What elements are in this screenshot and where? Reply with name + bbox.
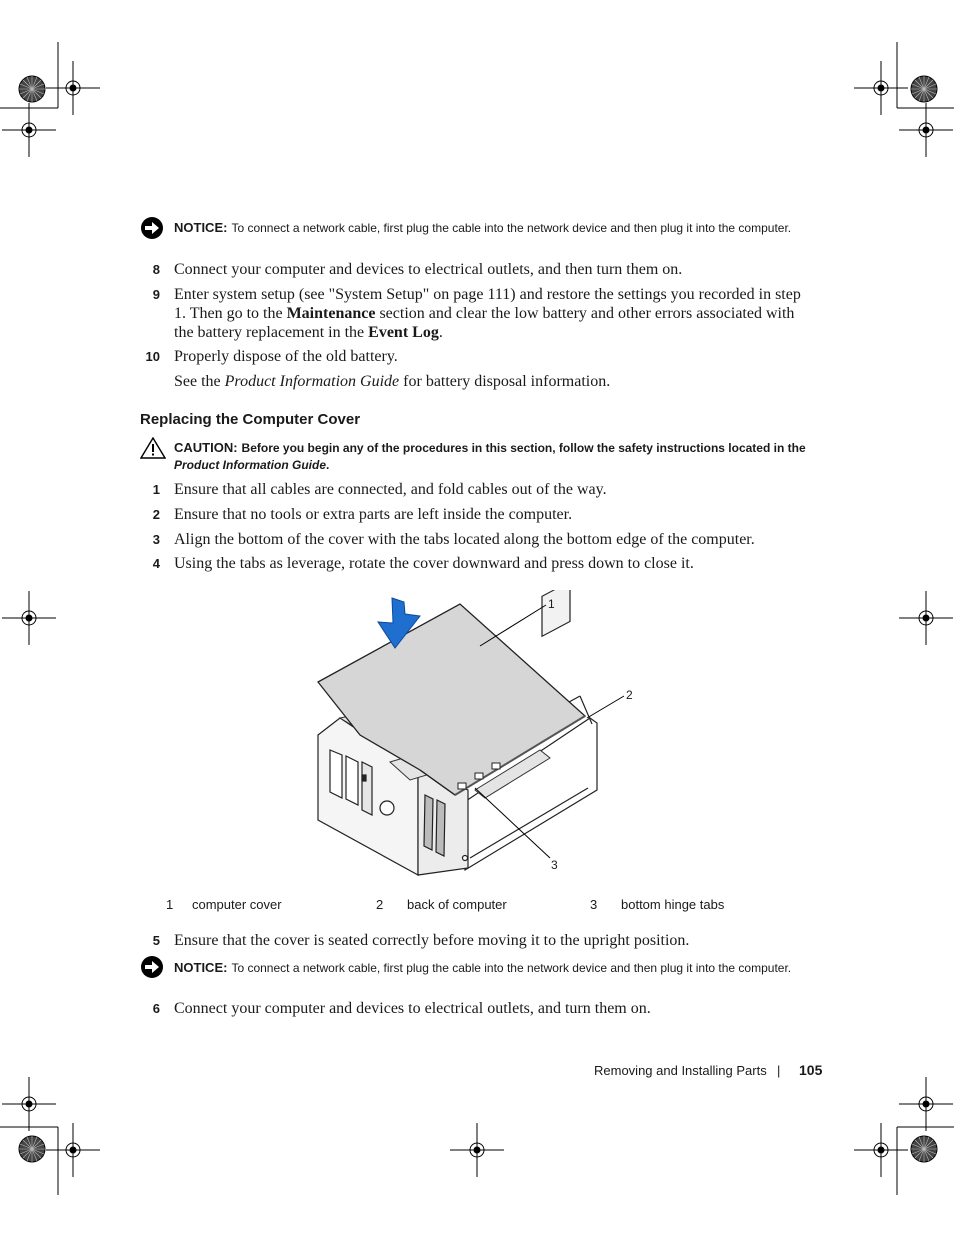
footer-section-title: Removing and Installing Parts: [594, 1063, 767, 1078]
step-4-number: 4: [152, 556, 160, 571]
callout-line-2: [587, 696, 624, 718]
event-log-term: Event Log: [368, 324, 439, 341]
step-1-number: 1: [152, 482, 160, 497]
step-10-text: Properly dispose of the old battery.: [174, 348, 398, 365]
notice-arrow-icon: [140, 216, 164, 240]
step-5-text: Ensure that the cover is seated correctly before moving it to the upright position.: [174, 932, 690, 949]
product-guide-reference: Product Information Guide: [224, 373, 400, 390]
step-2-number: 2: [152, 507, 160, 522]
step-6-text: Connect your computer and devices to electrical outlets, and turn them on.: [174, 1000, 651, 1017]
notice-2-text: To connect a network cable, first plug the cable into the network device and then plug it into the computer.: [231, 961, 792, 975]
legend-1-number: 1: [166, 897, 174, 912]
caution-end: .: [326, 458, 330, 472]
notice-arrow-icon: [140, 955, 164, 979]
legend-3-label: bottom hinge tabs: [621, 897, 725, 912]
step-9-text-part: .: [438, 324, 443, 341]
step-3-text: Align the bottom of the cover with the tabs located along the bottom edge of the computer.: [174, 531, 755, 548]
step-10-number: 10: [145, 349, 160, 364]
caution-label: CAUTION:: [174, 440, 238, 455]
disposal-note-part: for battery disposal information.: [399, 373, 611, 390]
callout-line-1: [480, 605, 546, 646]
disposal-note: [174, 372, 814, 391]
step-9-text: [174, 285, 814, 342]
step-8-number: 8: [152, 262, 160, 277]
notice-2: [174, 959, 794, 977]
step-9-number: 9: [152, 287, 160, 302]
step-4-text: Using the tabs as leverage, rotate the cover downward and press down to close it.: [174, 555, 694, 572]
page-number: 105: [799, 1062, 823, 1078]
disposal-note-part: See the: [174, 373, 225, 390]
step-5-number: 5: [152, 933, 160, 948]
maintenance-term: Maintenance: [286, 305, 376, 322]
notice-2-label: NOTICE:: [174, 960, 228, 975]
caution-product-guide: Product Information Guide: [174, 458, 326, 472]
step-8-text: Connect your computer and devices to electrical outlets, and then turn them on.: [174, 261, 683, 278]
notice-1-label: NOTICE:: [174, 220, 228, 235]
legend-3-number: 3: [590, 897, 598, 912]
footer-separator: |: [777, 1063, 781, 1078]
step-1-text: Ensure that all cables are connected, and fold cables out of the way.: [174, 481, 607, 498]
step-9-text-part: section and clear the low battery and other errors associated with the battery replacement in the: [174, 305, 795, 341]
step-9-text-part: Enter system setup (see "System Setup" on page 111) and restore the settings you recorded in step 1. Then go to the: [174, 286, 801, 322]
computer-cover-illustration: [300, 590, 640, 880]
caution-text: Before you begin any of the procedures in this section, follow the safety instructions located in the: [241, 441, 806, 455]
notice-1-text: To connect a network cable, first plug the cable into the network device and then plug it into the computer.: [231, 221, 792, 235]
legend-2-number: 2: [376, 897, 384, 912]
step-2-text: Ensure that no tools or extra parts are left inside the computer.: [174, 506, 573, 523]
notice-1: [174, 219, 794, 237]
callout-1: 1: [548, 597, 555, 611]
caution-triangle-icon: [140, 437, 166, 459]
callout-3: 3: [551, 858, 558, 872]
step-3-number: 3: [152, 532, 160, 547]
callout-2: 2: [626, 688, 633, 702]
step-6-number: 6: [152, 1001, 160, 1016]
caution-notice: [174, 439, 814, 474]
legend-2-label: back of computer: [407, 897, 507, 912]
section-heading: Replacing the Computer Cover: [140, 411, 361, 428]
legend-1-label: computer cover: [192, 897, 282, 912]
